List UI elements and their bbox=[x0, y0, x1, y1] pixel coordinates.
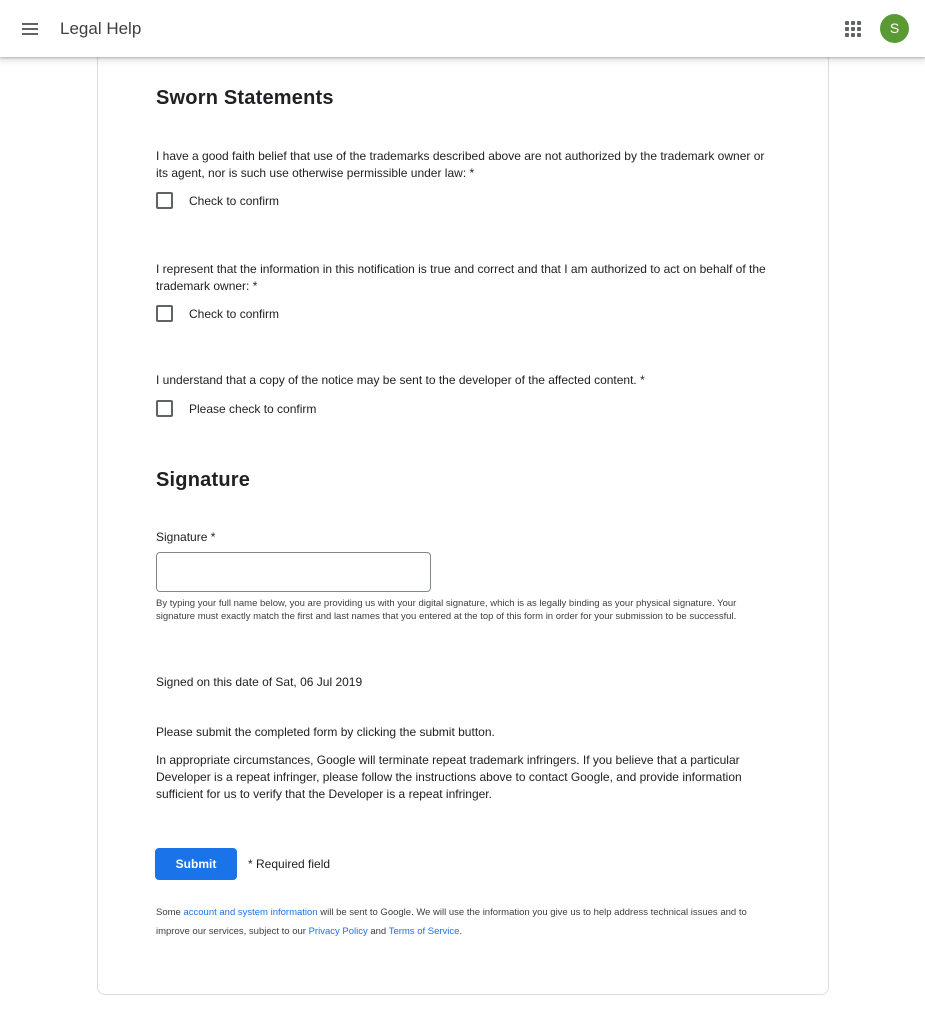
footer-text-1: Some bbox=[156, 907, 184, 918]
statement-2-checkbox-row[interactable] bbox=[156, 305, 279, 322]
avatar[interactable]: S bbox=[880, 14, 909, 43]
required-field-note: * Required field bbox=[248, 857, 331, 871]
footer-text-2: will be sent to Google. We will use the information you give us to help address technical issues and to improve our services, subject to our bbox=[156, 907, 747, 937]
privacy-policy-link[interactable]: Privacy Policy bbox=[308, 926, 368, 937]
submit-instruction-text: Please submit the completed form by clicking the submit button. bbox=[156, 725, 495, 739]
app-title: Legal Help bbox=[60, 19, 142, 38]
account-system-info-link[interactable]: account and system information bbox=[183, 907, 318, 918]
statement-3-text: I understand that a copy of the notice may be sent to the developer of the affected content. * bbox=[156, 373, 645, 387]
signature-label: Signature * bbox=[156, 530, 216, 544]
footer-text-3: and bbox=[367, 926, 389, 937]
hamburger-menu-icon[interactable] bbox=[20, 18, 44, 40]
statement-2-text: I represent that the information in this notification is true and correct and that I am authorized to act on behalf of the trademark owner: * bbox=[156, 262, 766, 293]
top-app-bar bbox=[0, 0, 925, 57]
form-card bbox=[97, 40, 829, 995]
statement-1-checkbox-label: Check to confirm bbox=[189, 193, 280, 208]
statement-1-text: I have a good faith belief that use of the trademarks described above are not authorized by the trademark owner or its agent, nor is such use otherwise permissible under law: * bbox=[156, 149, 765, 180]
statement-1-checkbox-row[interactable] bbox=[156, 192, 279, 209]
repeat-infringer-text: In appropriate circumstances, Google will terminate repeat trademark infringers. If you believe that a particular Developer is a repeat infringer, please follow the instructions above to contact Google, and provide information sufficient for us to verify that the Developer is a repeat infringer. bbox=[156, 753, 742, 801]
sworn-statements-heading: Sworn Statements bbox=[156, 87, 334, 109]
statement-3-checkbox-label: Please check to confirm bbox=[189, 401, 317, 416]
statement-3-checkbox-row[interactable] bbox=[156, 400, 316, 417]
statement-2-checkbox[interactable] bbox=[156, 305, 173, 322]
signed-date-text: Signed on this date of Sat, 06 Jul 2019 bbox=[156, 675, 363, 689]
signature-heading: Signature bbox=[156, 469, 251, 491]
signature-input[interactable] bbox=[156, 552, 431, 592]
statement-3-checkbox[interactable] bbox=[156, 400, 173, 417]
apps-grid-icon[interactable] bbox=[843, 19, 861, 37]
signature-help-text: By typing your full name below, you are providing us with your digital signature, which is as legally binding as your physical signature. Your signature must exactly match the first and last names that you entered at the top of this form in order for your submission to be successful. bbox=[156, 598, 737, 622]
footer-disclaimer bbox=[156, 903, 776, 941]
statement-1-checkbox[interactable] bbox=[156, 192, 173, 209]
submit-button[interactable]: Submit bbox=[155, 848, 237, 880]
footer-text-4: . bbox=[459, 926, 463, 937]
terms-of-service-link[interactable]: Terms of Service bbox=[388, 926, 460, 937]
statement-2-checkbox-label: Check to confirm bbox=[189, 306, 280, 321]
